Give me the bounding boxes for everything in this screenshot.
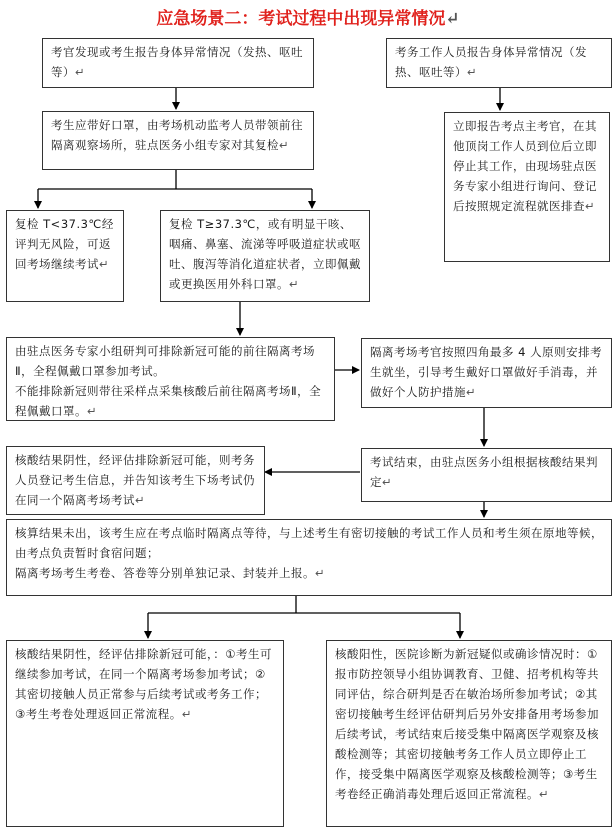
page-title: 应急场景二：考试过程中出现异常情况↵ [156, 9, 460, 29]
step-report-chief-examiner: 立即报告考点主考官，在其他顶岗工作人员到位后立即停止其工作，由现场驻点医务专家小组进行询问、登记后按照规定流程就医排查↵ [444, 112, 610, 262]
step-escort-recheck: 考生应带好口罩，由考场机动监考人员带领前往隔离观察场所，驻点医务小组专家对其复检↵ [42, 111, 314, 170]
step-temp-abnormal: 复检 T≥37.3℃，或有明显干咳、咽痛、鼻塞、流涕等呼吸道症状或呕吐、腹泻等消化道症状者，立即佩戴或更换医用外科口罩。↵ [160, 210, 370, 302]
step-negative-next-exam: 核酸结果阴性，经评估排除新冠可能，则考务人员登记考生信息，并告知该考生下场考试仍在同一个隔离考场考试↵ [6, 446, 265, 515]
step-seating-arrangement: 隔离考场考官按照四角最多 4 人原则安排考生就坐，引导考生戴好口罩做好手消毒，并做好个人防护措施↵ [361, 338, 612, 408]
step-isolation-room: 由驻点医务专家小组研判可排除新冠可能的前往隔离考场Ⅱ，全程佩戴口罩参加考试。 不能排除新冠则带往采样点采集核酸后前往隔离考场Ⅱ，全程佩戴口罩。↵ [6, 337, 335, 421]
step-result-positive: 核酸阳性，医院诊断为新冠疑似或确诊情况时：①报市防控领导小组协调教育、卫健、招考机构等共同评估，综合研判是否在敏治场所参加考试；②其密切接触考生经评估研判后另外安排备用考场参加后续考试，考试结束后接受集中隔离医学观察及核酸检测等；其密切接触考务工作人员立即停止工作，接受集中隔离医学观察及核酸检测等；③考生考卷经正确消毒处理后返回正常流程。↵ [326, 640, 612, 827]
step-result-negative: 核酸结果阴性，经评估排除新冠可能，：①考生可继续参加考试，在同一个隔离考场参加考试；②其密切接触人员正常参与后续考试或考务工作；③考生考卷处理返回正常流程。↵ [6, 640, 284, 827]
step-result-pending: 核算结果未出，该考生应在考点临时隔离点等待，与上述考生有密切接触的考试工作人员和考生须在原地等候，由考点负责暂时食宿问题； 隔离考场考生考卷、答卷等分别单独记录、封装并上报。↵ [6, 519, 612, 596]
step-exam-end-judgement: 考试结束，由驻点医务小组根据核酸结果判定↵ [361, 448, 612, 502]
step-abnormal-candidate: 考官发现或考生报告身体异常情况（发热、呕吐等）↵ [42, 38, 314, 88]
step-temp-normal: 复检 T<37.3℃经评判无风险，可返回考场继续考试↵ [6, 210, 124, 302]
step-abnormal-staff: 考务工作人员报告身体异常情况（发热、呕吐等）↵ [386, 38, 612, 88]
